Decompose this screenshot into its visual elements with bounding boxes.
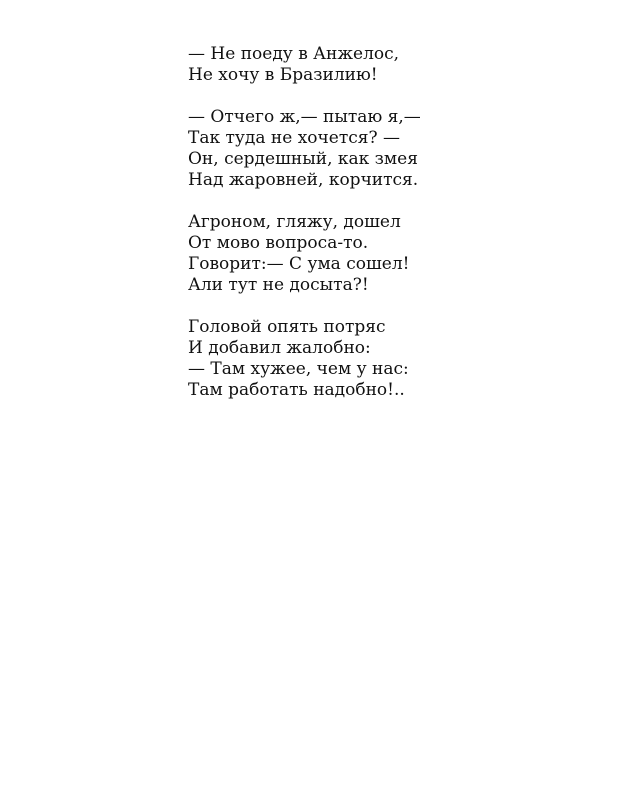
poem-line: Головой опять потряс: [188, 317, 386, 337]
poem-text: [188, 44, 488, 422]
poem-line: Али тут не досыта?!: [188, 275, 369, 295]
poem-line: Там работать надобно!..: [188, 380, 405, 400]
poem-line: Над жаровней, корчится.: [188, 170, 419, 190]
poem-line: Не хочу в Бразилию!: [188, 65, 378, 85]
stanza-3: [188, 212, 488, 296]
poem-line: — Отчего ж,— пытаю я,—: [188, 107, 421, 127]
poem-line: — Не поеду в Анжелос,: [188, 44, 400, 64]
poem-line: И добавил жалобно:: [188, 338, 371, 358]
poem-line: От мово вопроса-то.: [188, 233, 369, 253]
stanza-2: [188, 107, 488, 191]
poem-line: Агроном, гляжу, дошел: [188, 212, 401, 232]
poem-line: Говорит:— С ума сошел!: [188, 254, 410, 274]
stanza-4: [188, 317, 488, 401]
poem-line: — Там хужее, чем у нас:: [188, 359, 409, 379]
stanza-1: [188, 44, 488, 86]
poem-line: Так туда не хочется? —: [188, 128, 401, 148]
poem-line: Он, сердешный, как змея: [188, 149, 418, 169]
